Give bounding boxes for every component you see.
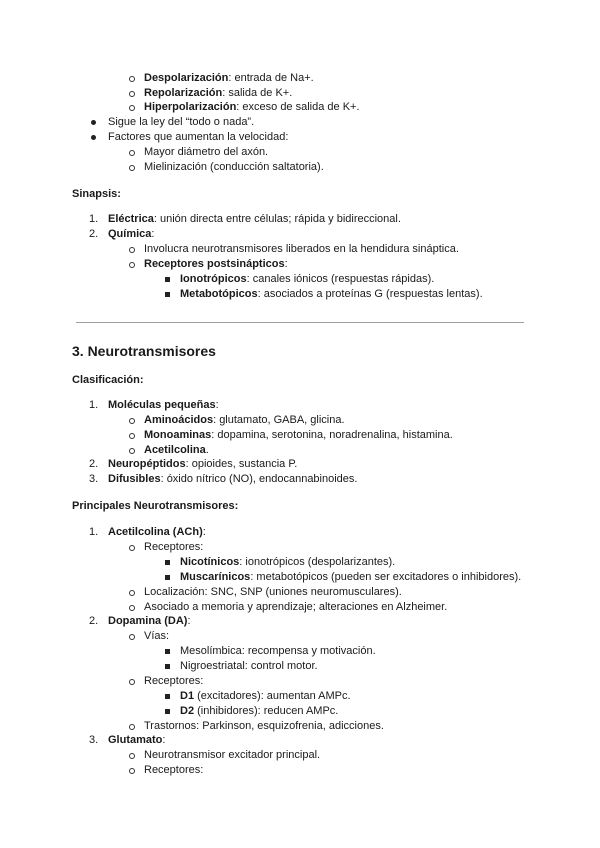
list-item-vias: Vías: bbox=[144, 630, 170, 642]
list-item-ach-receptores: Receptores: bbox=[144, 541, 204, 553]
section-title-neurotransmisores: 3. Neurotransmisores bbox=[72, 343, 216, 359]
section-heading-sinapsis: Sinapsis: bbox=[72, 188, 121, 200]
list-item-nigroestriatal: Nigroestriatal: control motor. bbox=[180, 660, 318, 672]
list-item-mielinizacion: Mielinización (conducción saltatoria). bbox=[144, 161, 324, 173]
list-item-mesolimbica: Mesolímbica: recompensa y motivación. bbox=[180, 645, 376, 657]
list-item-glu-principal: Neurotransmisor excitador principal. bbox=[144, 749, 321, 761]
hollow-bullet bbox=[129, 418, 135, 424]
list-item-muscarinicos: Muscarínicos: metabotópicos (pueden ser excitadores o inhibidores). bbox=[180, 571, 522, 583]
list-item-hiperpolarizacion: Hiperpolarización: exceso de salida de K+. bbox=[144, 101, 360, 113]
hollow-bullet bbox=[129, 433, 135, 439]
list-item-dopamina: Dopamina (DA): bbox=[108, 615, 191, 627]
list-item-d2: D2 (inhibidores): reducen AMPc. bbox=[180, 705, 339, 717]
bullet bbox=[91, 120, 96, 125]
hollow-bullet bbox=[129, 724, 135, 730]
list-item-difusibles: Difusibles: óxido nítrico (NO), endocannabinoides. bbox=[108, 473, 358, 485]
list-item-receptores-postsinapticos: Receptores postsinápticos: bbox=[144, 258, 288, 270]
hollow-bullet bbox=[129, 768, 135, 774]
square-bullet bbox=[165, 664, 170, 669]
list-item-ionotropicos: Ionotrópicos: canales iónicos (respuestas rápidas). bbox=[180, 273, 435, 285]
bullet bbox=[91, 135, 96, 140]
hollow-bullet bbox=[129, 91, 135, 97]
hollow-bullet bbox=[129, 150, 135, 156]
square-bullet bbox=[165, 709, 170, 714]
hollow-bullet bbox=[129, 165, 135, 171]
list-number: 1. bbox=[89, 213, 99, 225]
list-item-da-receptores: Receptores: bbox=[144, 675, 204, 687]
hollow-bullet bbox=[129, 545, 135, 551]
hollow-bullet bbox=[129, 605, 135, 611]
hollow-bullet bbox=[129, 105, 135, 111]
list-item-neuropeptidos: Neuropéptidos: opioides, sustancia P. bbox=[108, 458, 298, 470]
list-item-glu-receptores: Receptores: bbox=[144, 764, 204, 776]
list-number: 1. bbox=[89, 526, 99, 538]
hollow-bullet bbox=[129, 448, 135, 454]
list-item-ach: Acetilcolina (ACh): bbox=[108, 526, 206, 538]
hollow-bullet bbox=[129, 262, 135, 268]
square-bullet bbox=[165, 575, 170, 580]
horizontal-divider bbox=[76, 322, 524, 323]
list-item-involucra: Involucra neurotransmisores liberados en la hendidura sináptica. bbox=[144, 243, 459, 255]
square-bullet bbox=[165, 649, 170, 654]
list-number: 2. bbox=[89, 228, 99, 240]
list-item-todo-nada: Sigue la ley del “todo o nada”. bbox=[108, 116, 255, 128]
square-bullet bbox=[165, 292, 170, 297]
list-item-acetilcolina: Acetilcolina. bbox=[144, 444, 209, 456]
list-item-glutamato: Glutamato: bbox=[108, 734, 166, 746]
list-item-factores: Factores que aumentan la velocidad: bbox=[108, 131, 289, 143]
square-bullet bbox=[165, 277, 170, 282]
list-item-despolarizacion: Despolarización: entrada de Na+. bbox=[144, 72, 314, 84]
list-item-monoaminas: Monoaminas: dopamina, serotonina, noradrenalina, histamina. bbox=[144, 429, 453, 441]
square-bullet bbox=[165, 694, 170, 699]
list-item-aminoacidos: Aminoácidos: glutamato, GABA, glicina. bbox=[144, 414, 345, 426]
list-number: 2. bbox=[89, 458, 99, 470]
hollow-bullet bbox=[129, 590, 135, 596]
list-item-localizacion: Localización: SNC, SNP (uniones neuromusculares). bbox=[144, 586, 402, 598]
list-number: 3. bbox=[89, 734, 99, 746]
list-item-metabotropicos: Metabotópicos: asociados a proteínas G (respuestas lentas). bbox=[180, 288, 483, 300]
list-item-d1: D1 (excitadores): aumentan AMPc. bbox=[180, 690, 351, 702]
list-number: 3. bbox=[89, 473, 99, 485]
list-item-trastornos: Trastornos: Parkinson, esquizofrenia, adicciones. bbox=[144, 720, 384, 732]
list-item-moleculas: Moléculas pequeñas: bbox=[108, 399, 219, 411]
list-item-memoria: Asociado a memoria y aprendizaje; alteraciones en Alzheimer. bbox=[144, 601, 448, 613]
list-item-quimica: Química: bbox=[108, 228, 155, 240]
hollow-bullet bbox=[129, 76, 135, 82]
square-bullet bbox=[165, 560, 170, 565]
list-number: 2. bbox=[89, 615, 99, 627]
subheading-principales: Principales Neurotransmisores: bbox=[72, 500, 239, 512]
list-number: 1. bbox=[89, 399, 99, 411]
list-item-nicotinicos: Nicotínicos: ionotrópicos (despolarizantes). bbox=[180, 556, 396, 568]
list-item-electrica: Eléctrica: unión directa entre células; rápida y bidireccional. bbox=[108, 213, 401, 225]
hollow-bullet bbox=[129, 679, 135, 685]
hollow-bullet bbox=[129, 634, 135, 640]
subheading-clasificacion: Clasificación: bbox=[72, 374, 144, 386]
list-item-diametro: Mayor diámetro del axón. bbox=[144, 146, 269, 158]
list-item-repolarizacion: Repolarización: salida de K+. bbox=[144, 87, 293, 99]
hollow-bullet bbox=[129, 753, 135, 759]
hollow-bullet bbox=[129, 247, 135, 253]
